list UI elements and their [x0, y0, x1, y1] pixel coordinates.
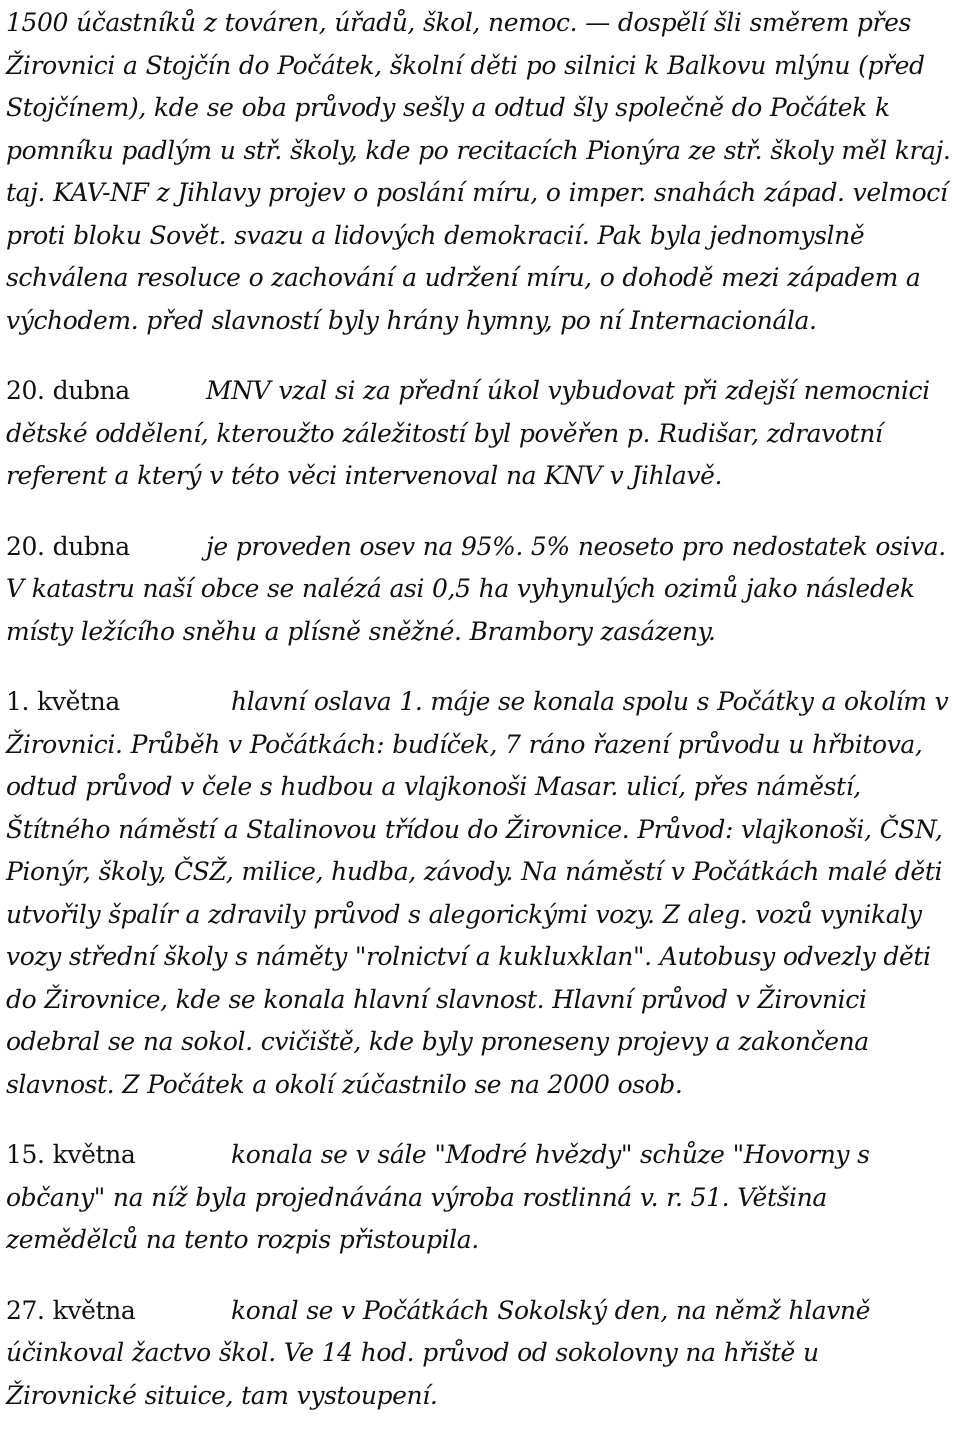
entry-date: 20. dubna	[6, 376, 130, 405]
entry-may-27-sokol-day	[6, 1290, 956, 1418]
paragraph-gap	[6, 1106, 956, 1134]
entry-text: konala se v sále "Modré hvězdy" schůze "Hovorny s občany" na níž byla projednávána výroba rostlinná v. r. 51. Většina zemědělců na tento rozpis přistoupila.	[6, 1140, 870, 1254]
entry-text: MNV vzal si za přední úkol vybudovat při zdejší nemocnici dětské oddělení, kteroužto záležitostí byl pověřen p. Rudišar, zdravotní referent a který v této věci intervenoval na KNV v Jihlavě.	[6, 376, 930, 490]
entry-date: 15. května	[6, 1140, 136, 1169]
intro-paragraph: 1500 účastníků z továren, úřadů, škol, nemoc. — dospělí šli směrem přes Žirovnici a Stojčín do Počátek, školní děti po silnici k Balkovu mlýnu (před Stojčínem), kde se oba průvody sešly a odtud šly společně do Počátek k pomníku padlým u stř. školy, kde po recitacích Pionýra ze stř. školy měl kraj. taj. KAV-NF z Jihlavy projev o poslání míru, o imper. snahách západ. velmocí proti bloku Sovět. svazu a lidových demokracií. Pak byla jednomyslně schválena resoluce o zachování a udržení míru, o dohodě mezi západem a východem. před slavností byly hrány hymny, po ní Internacionála.	[6, 8, 951, 335]
paragraph-gap	[6, 653, 956, 681]
entry-date: 20. dubna	[6, 531, 130, 561]
entry-text: hlavní oslava 1. máje se konala spolu s Počátky a okolím v Žirovnici. Průběh v Počátkách: budíček, 7 ráno řazení průvodu u hřbitova, odtud průvod v čele s hudbou a vlajkonoši Masar. ulicí, přes náměstí, Štítného náměstí a Stalinovou třídou do Žirovnice. Průvod: vlajkonoši, ČSN, Pionýr, školy, ČSŽ, milice, hudba, závody. Na náměstí v Počátkách malé děti utvořily špalír a zdravily průvod s alegorickými vozy. Z aleg. vozů vynikaly vozy střední školy s náměty "rolnictví a kukluxklan". Autobusy odvezly děti do Žirovnice, kde se konala hlavní slavnost. Hlavní průvod v Žirovnici odebral se na sokol. cvičiště, kde byly proneseny projevy a zakončena slavnost. Z Počátek a okolí zúčastnilo se na 2000 osob.	[6, 687, 949, 1099]
entry-date: 1. května	[6, 687, 120, 716]
entry-text: konal se v Počátkách Sokolský den, na němž hlavně účinkoval žactvo škol. Ve 14 hod. průvod od sokolovny na hřiště u Žirovnické situice, tam vystoupení.	[6, 1295, 871, 1410]
entry-text: je proveden osev na 95%. 5% neoseto pro nedostatek osiva. V katastru naší obce se nalézá asi 0,5 ha vyhynulých ozimů jako následek místy ležícího sněhu a plísně sněžné. Brambory zasázeny.	[6, 531, 946, 646]
paragraph-gap	[6, 498, 956, 526]
entry-may-15-meeting	[6, 1134, 956, 1262]
entry-april-20-hospital	[6, 370, 956, 498]
entry-date: 27. května	[6, 1295, 136, 1325]
paragraph-gap	[6, 342, 956, 370]
entry-may-1-celebration	[6, 681, 956, 1106]
paragraph-gap	[6, 1262, 956, 1290]
entry-april-20-sowing	[6, 526, 956, 654]
